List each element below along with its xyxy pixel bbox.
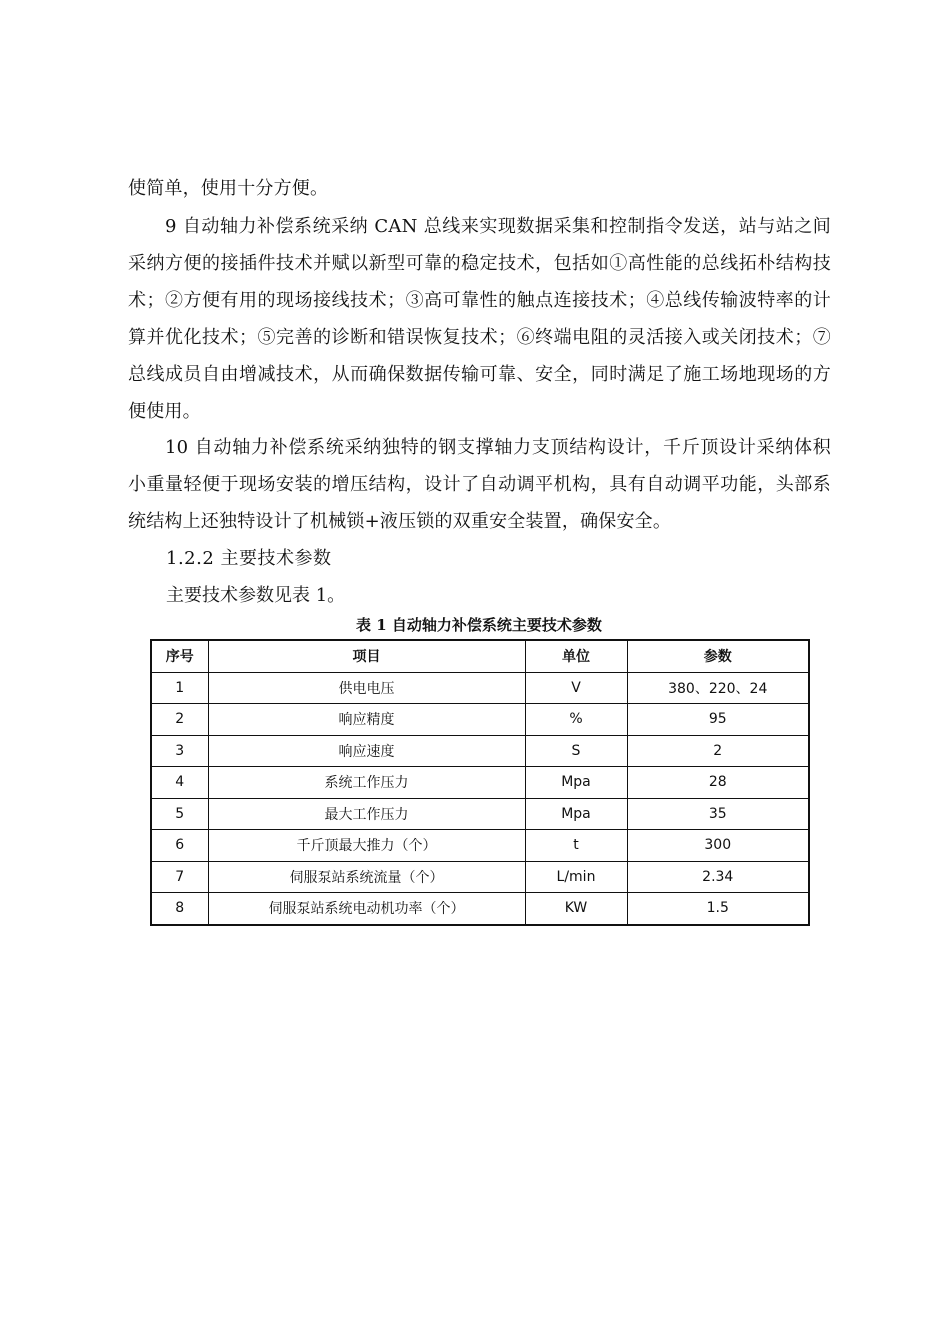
parameters-table xyxy=(150,639,810,926)
cell-value: 300 xyxy=(627,830,809,862)
cell-value: 28 xyxy=(627,767,809,799)
cell-unit: t xyxy=(525,830,627,862)
cell-item: 系统工作压力 xyxy=(208,767,525,799)
cell-index: 6 xyxy=(151,830,208,862)
cell-value: 35 xyxy=(627,798,809,830)
cell-value: 2.34 xyxy=(627,861,809,893)
cell-unit: S xyxy=(525,735,627,767)
cell-value: 1.5 xyxy=(627,893,809,925)
paragraph-continuation: 使简单，使用十分方便。 xyxy=(128,178,329,199)
cell-index: 5 xyxy=(151,798,208,830)
cell-unit: V xyxy=(525,672,627,704)
cell-unit: % xyxy=(525,704,627,736)
table-row xyxy=(151,893,809,925)
table-row xyxy=(151,830,809,862)
table-row xyxy=(151,735,809,767)
cell-unit: L/min xyxy=(525,861,627,893)
cell-item: 最大工作压力 xyxy=(208,798,525,830)
cell-item: 响应速度 xyxy=(208,735,525,767)
cell-index: 8 xyxy=(151,893,208,925)
cell-index: 1 xyxy=(151,672,208,704)
cell-index: 3 xyxy=(151,735,208,767)
table-row xyxy=(151,861,809,893)
table-header-row xyxy=(151,640,809,672)
header-value: 参数 xyxy=(627,640,809,672)
cell-index: 7 xyxy=(151,861,208,893)
table-row xyxy=(151,798,809,830)
paragraph-item-9: 9 自动轴力补偿系统采纳 CAN 总线来实现数据采集和控制指令发送，站与站之间采纳方便的接插件技术并赋以新型可靠的稳定技术，包括如①高性能的总线拓朴结构技术；②方便有用的现场接线技术；③高可靠性的触点连接技术；④总线传输波特率的计算并优化技术；⑤完善的诊断和错误恢复技术；⑥终端电阻的灵活接入或关闭技术；⑦总线成员自由增减技术，从而确保数据传输可靠、安全，同时满足了施工场地现场的方便使用。 xyxy=(128,216,831,422)
header-item: 项目 xyxy=(208,640,525,672)
cell-index: 4 xyxy=(151,767,208,799)
table-caption: 表 1 自动轴力补偿系统主要技术参数 xyxy=(356,616,602,634)
cell-item: 伺服泵站系统流量（个） xyxy=(208,861,525,893)
paragraph-item-10: 10 自动轴力补偿系统采纳独特的钢支撑轴力支顶结构设计，千斤顶设计采纳体积小重量轻便于现场安装的增压结构，设计了自动调平机构，具有自动调平功能，头部系统结构上还独特设计了机械锁+液压锁的双重安全装置，确保安全。 xyxy=(128,437,831,532)
cell-unit: Mpa xyxy=(525,767,627,799)
cell-item: 千斤顶最大推力（个） xyxy=(208,830,525,862)
table-row xyxy=(151,767,809,799)
cell-value: 380、220、24 xyxy=(627,672,809,704)
header-index: 序号 xyxy=(151,640,208,672)
cell-item: 供电电压 xyxy=(208,672,525,704)
cell-item: 响应精度 xyxy=(208,704,525,736)
cell-index: 2 xyxy=(151,704,208,736)
table-row xyxy=(151,704,809,736)
header-unit: 单位 xyxy=(525,640,627,672)
cell-unit: KW xyxy=(525,893,627,925)
cell-value: 2 xyxy=(627,735,809,767)
cell-item: 伺服泵站系统电动机功率（个） xyxy=(208,893,525,925)
table-row xyxy=(151,672,809,704)
cell-value: 95 xyxy=(627,704,809,736)
section-heading: 1.2.2 主要技术参数 xyxy=(166,548,332,569)
table-reference: 主要技术参数见表 1。 xyxy=(166,585,346,606)
cell-unit: Mpa xyxy=(525,798,627,830)
